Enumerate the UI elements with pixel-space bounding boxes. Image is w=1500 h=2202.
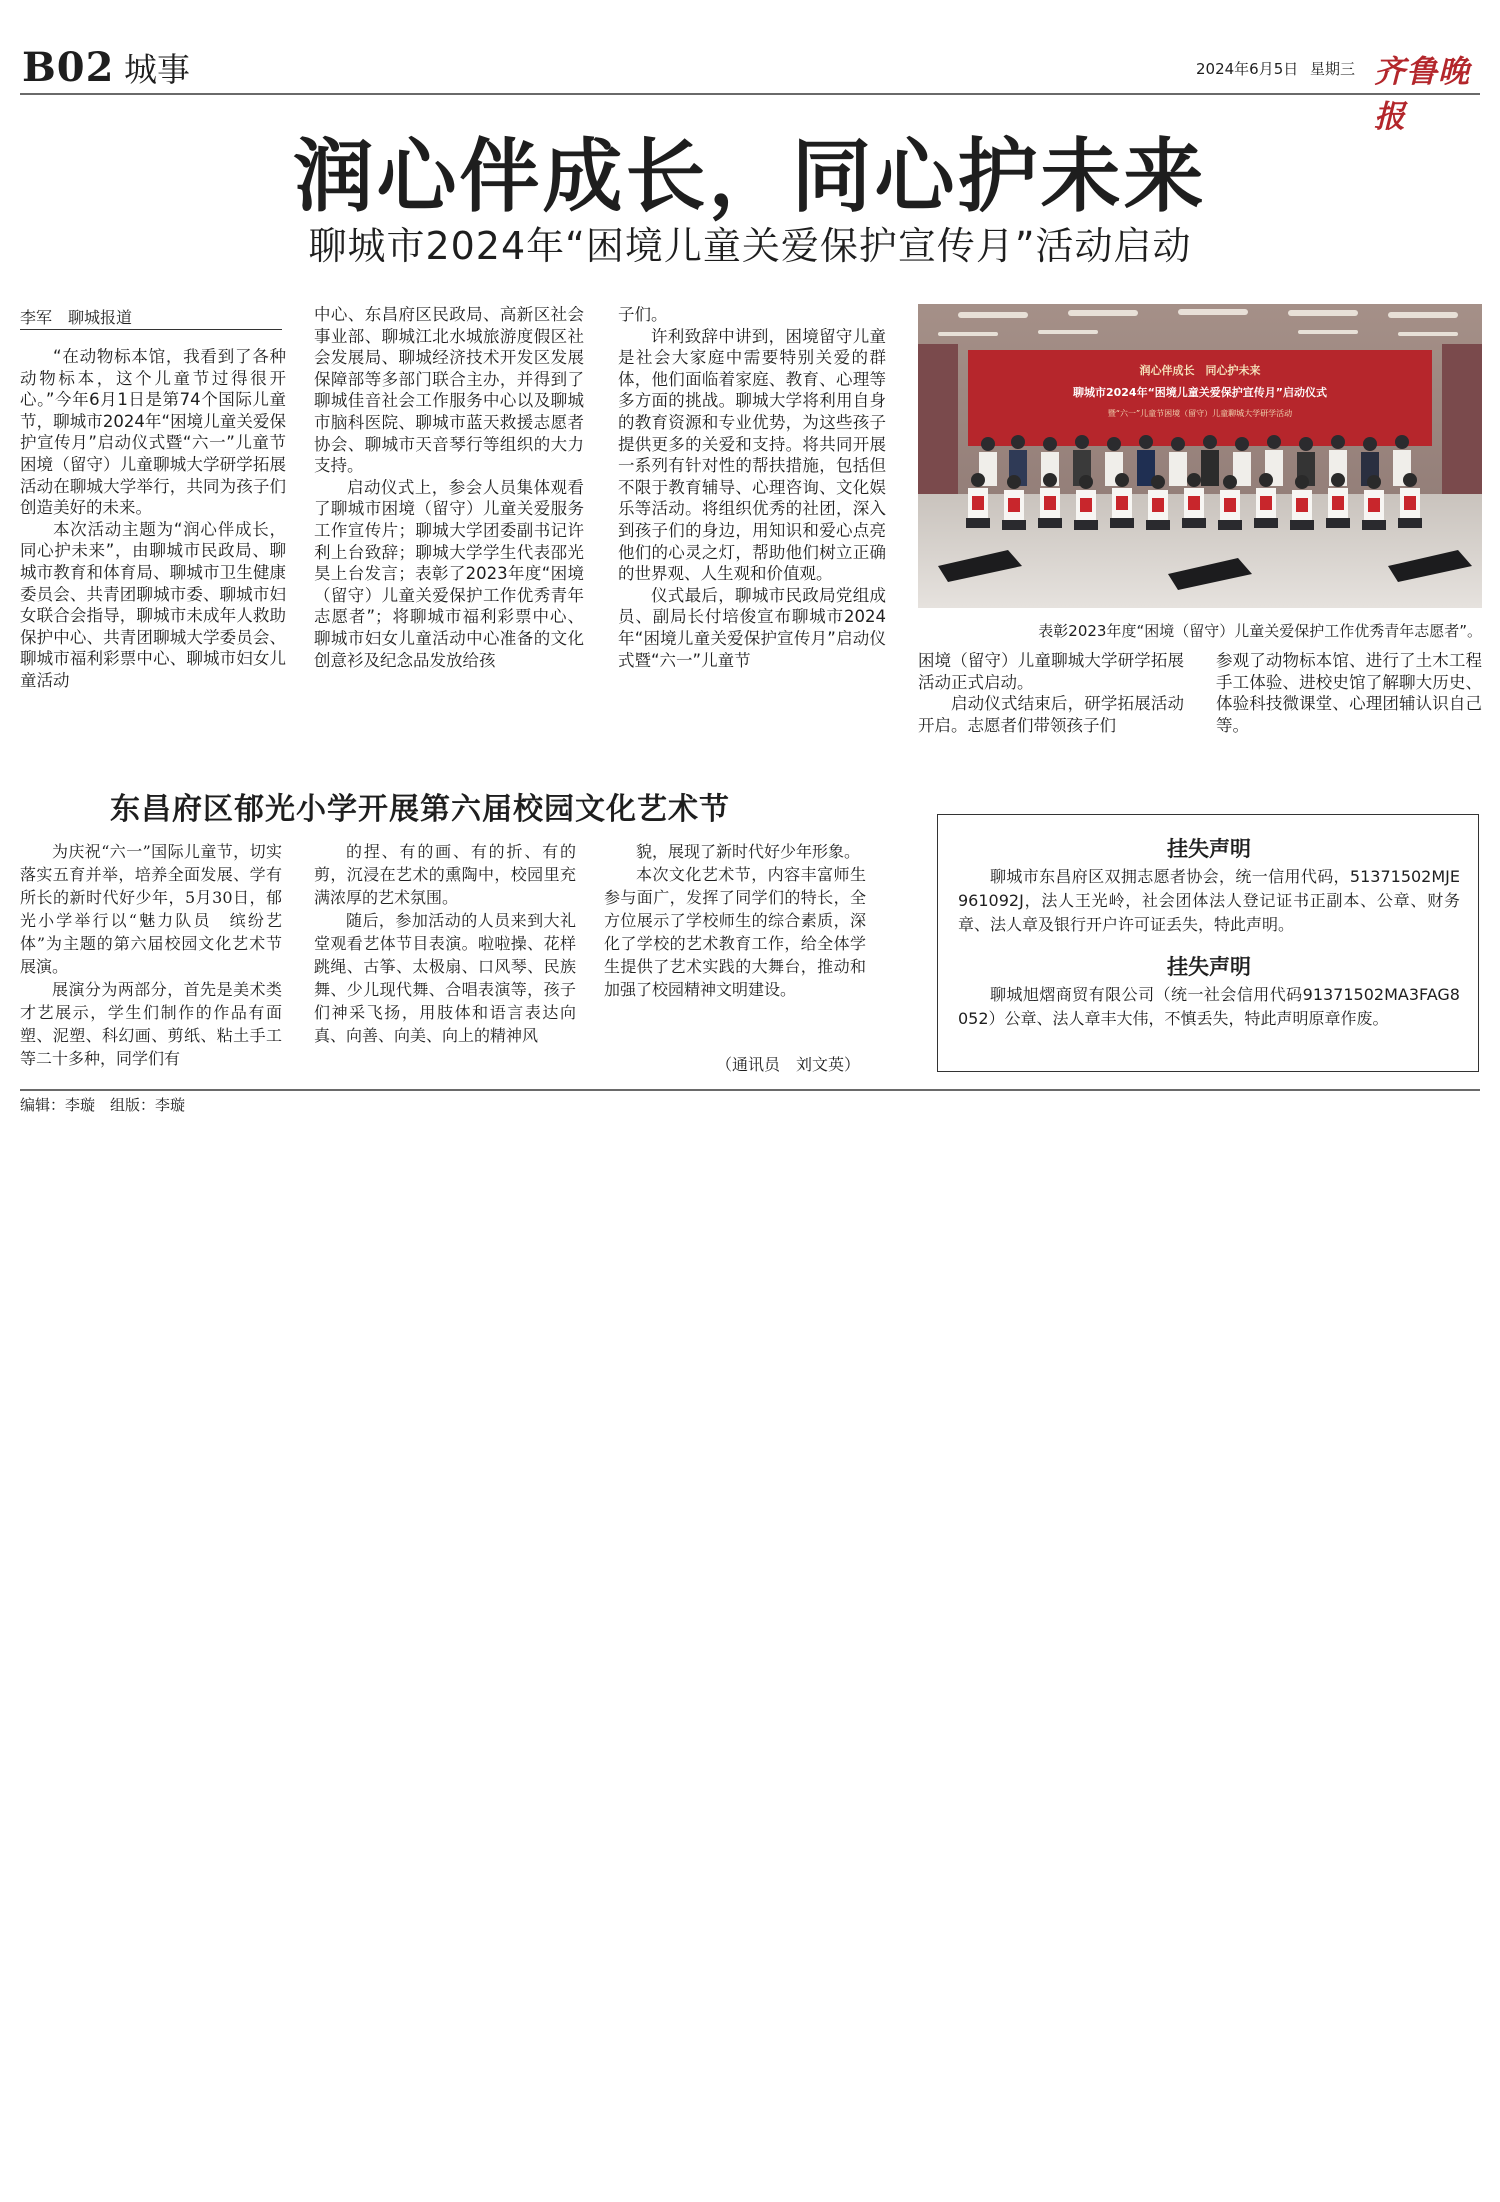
banner-line-2: 聊城市2024年“困境儿童关爱保护宣传月”启动仪式: [1072, 386, 1328, 399]
section-name: 城事: [124, 50, 190, 89]
issue-weekday: 星期三: [1310, 60, 1356, 78]
issue-date: 2024年6月5日: [1196, 60, 1299, 78]
newspaper-logo: 齐鲁晚报: [1374, 54, 1470, 135]
notice-box: [937, 814, 1479, 1072]
notice-title: 挂失声明: [1167, 955, 1251, 979]
notice-paragraph: 聊城市东昌府区双拥志愿者协会，统一信用代码，51371502MJE961092J，法人王光岭，社会团体法人登记证书正副本、公章、财务章、法人章及银行开户许可证丢失，特此声明。: [958, 867, 1460, 934]
paragraph: 启动仪式上，参会人员集体观看了聊城市困境（留守）儿童关爱服务工作宣传片；聊城大学团委副书记许利上台致辞；聊城大学学生代表邵光昊上台发言；表彰了2023年度“困境（留守）儿童关爱保护工作优秀青年志愿者”；将聊城市福利彩票中心、聊城市妇女儿童活动中心准备的文化创意衫及纪念品发放给孩: [314, 477, 584, 670]
sub-headline: 聊城市2024年“困境儿童关爱保护宣传月”活动启动: [308, 224, 1192, 268]
article1-column-2: [314, 304, 584, 746]
paragraph: 本次文化艺术节，内容丰富师生参与面广，发挥了同学们的特长，全方位展示了学校师生的综合素质，深化了学校的艺术教育工作，给全体学生提供了艺术实践的大舞台，推动和加强了校园精神文明建设。: [604, 865, 866, 999]
page-number: B02: [22, 44, 115, 91]
paragraph: 随后，参加活动的人员来到大礼堂观看艺体节目表演。啦啦操、花样跳绳、古筝、太极扇、口风琴、民族舞、少儿现代舞、合唱表演等，孩子们神采飞扬，用肢体和语言表达向真、向善、向美、向上的精神风: [314, 911, 576, 1045]
paragraph: 困境（留守）儿童聊城大学研学拓展活动正式启动。: [918, 651, 1184, 692]
article1-column-4: [918, 650, 1184, 746]
paragraph: 许利致辞中讲到，困境留守儿童是社会大家庭中需要特别关爱的群体，他们面临着家庭、教育、心理等多方面的挑战。聊城大学将利用自身的教育资源和专业优势，为这些孩子提供更多的关爱和支持。将共同开展一系列有针对性的帮扶措施，包括但不限于教育辅导、心理咨询、文化娱乐等活动。将组织优秀的社团，深入到孩子们的身边，用知识和爱心点亮他们的心灵之灯，帮助他们树立正确的世界观、人生观和价值观。: [618, 326, 886, 584]
article2-column-1: [20, 840, 282, 1080]
footer-rule: [20, 1089, 1480, 1091]
article1-column-3: [618, 304, 886, 746]
banner-line-3: 暨“六一”儿童节困境（留守）儿童聊城大学研学活动: [1107, 409, 1293, 418]
paragraph: 本次活动主题为“润心伴成长，同心护未来”，由聊城市民政局、聊城市教育和体育局、聊城市卫生健康委员会、共青团聊城市委、聊城市妇女联合会指导，聊城市未成年人救助保护中心、共青团聊城大学委员会、聊城市福利彩票中心、聊城市妇女儿童活动: [20, 519, 286, 690]
article2-headline: 东昌府区郁光小学开展第六届校园文化艺术节: [110, 792, 730, 827]
article1-column-1: [20, 346, 286, 746]
editor-credits: 编辑：李璇 组版：李璇: [20, 1096, 186, 1114]
article2-credit: （通讯员 刘文英）: [716, 1055, 861, 1074]
article2-column-3: [604, 840, 866, 1050]
paragraph: 为庆祝“六一”国际儿童节，切实落实五育并举，培养全面发展、学有所长的新时代好少年，5月30日，郁光小学举行以“魅力队员 缤纷艺体”为主题的第六届校园文化艺术节展演。: [20, 842, 282, 976]
paragraph: 貌，展现了新时代好少年形象。: [636, 842, 861, 861]
notice-text: [958, 983, 1460, 1031]
paragraph: 参观了动物标本馆、进行了土木工程手工体验、进校史馆了解聊大历史、体验科技微课堂、心理团辅认识自己等。: [1216, 651, 1482, 735]
header-rule: [20, 93, 1480, 95]
paragraph: 中心、东昌府区民政局、高新区社会事业部、聊城江北水城旅游度假区社会发展局、聊城经济技术开发区发展保障部等多部门联合主办，并得到了聊城佳音社会工作服务中心以及聊城市脑科医院、聊城市蓝天救援志愿者协会、聊城市天音琴行等组织的大力支持。: [314, 305, 584, 476]
paragraph: 展演分为两部分，首先是美术类才艺展示，学生们制作的作品有面塑、泥塑、科幻画、剪纸、粘土手工等二十多种，同学们有: [20, 980, 282, 1068]
byline: 李军 聊城报道: [20, 305, 282, 330]
paragraph: 仪式最后，聊城市民政局党组成员、副局长付培俊宣布聊城市2024年“困境儿童关爱保护宣传月”启动仪式暨“六一”儿童节: [618, 585, 886, 670]
article2-column-2: [314, 840, 576, 1080]
notice-title: 挂失声明: [1167, 837, 1251, 861]
paragraph: “在动物标本馆，我看到了各种动物标本，这个儿童节过得很开心。”今年6月1日是第74个国际儿童节，聊城市2024年“困境儿童关爱保护宣传月”启动仪式暨“六一”儿童节困境（留守）儿童聊城大学研学拓展活动在聊城大学举行，共同为孩子们创造美好的未来。: [20, 347, 286, 518]
notice-paragraph: 聊城旭熠商贸有限公司（统一社会信用代码91371502MA3FAG8052）公章、法人章丰大伟，不慎丢失，特此声明原章作废。: [958, 985, 1460, 1028]
banner-line-1: 润心伴成长 同心护未来: [1139, 364, 1261, 377]
ceremony-photo-illustration: [918, 304, 1482, 608]
paragraph: 子们。: [618, 305, 668, 324]
main-headline: 润心伴成长，同心护未来: [293, 129, 1207, 223]
photo-caption: 表彰2023年度“困境（留守）儿童关爱保护工作优秀青年志愿者”。: [1038, 622, 1482, 640]
paragraph: 启动仪式结束后，研学拓展活动开启。志愿者们带领孩子们: [918, 694, 1184, 735]
paragraph: 的捏、有的画、有的折、有的剪，沉浸在艺术的熏陶中，校园里充满浓厚的艺术氛围。: [314, 842, 576, 907]
news-photo: [918, 304, 1482, 608]
notice-text: [958, 865, 1460, 937]
article1-column-5: [1216, 650, 1482, 746]
